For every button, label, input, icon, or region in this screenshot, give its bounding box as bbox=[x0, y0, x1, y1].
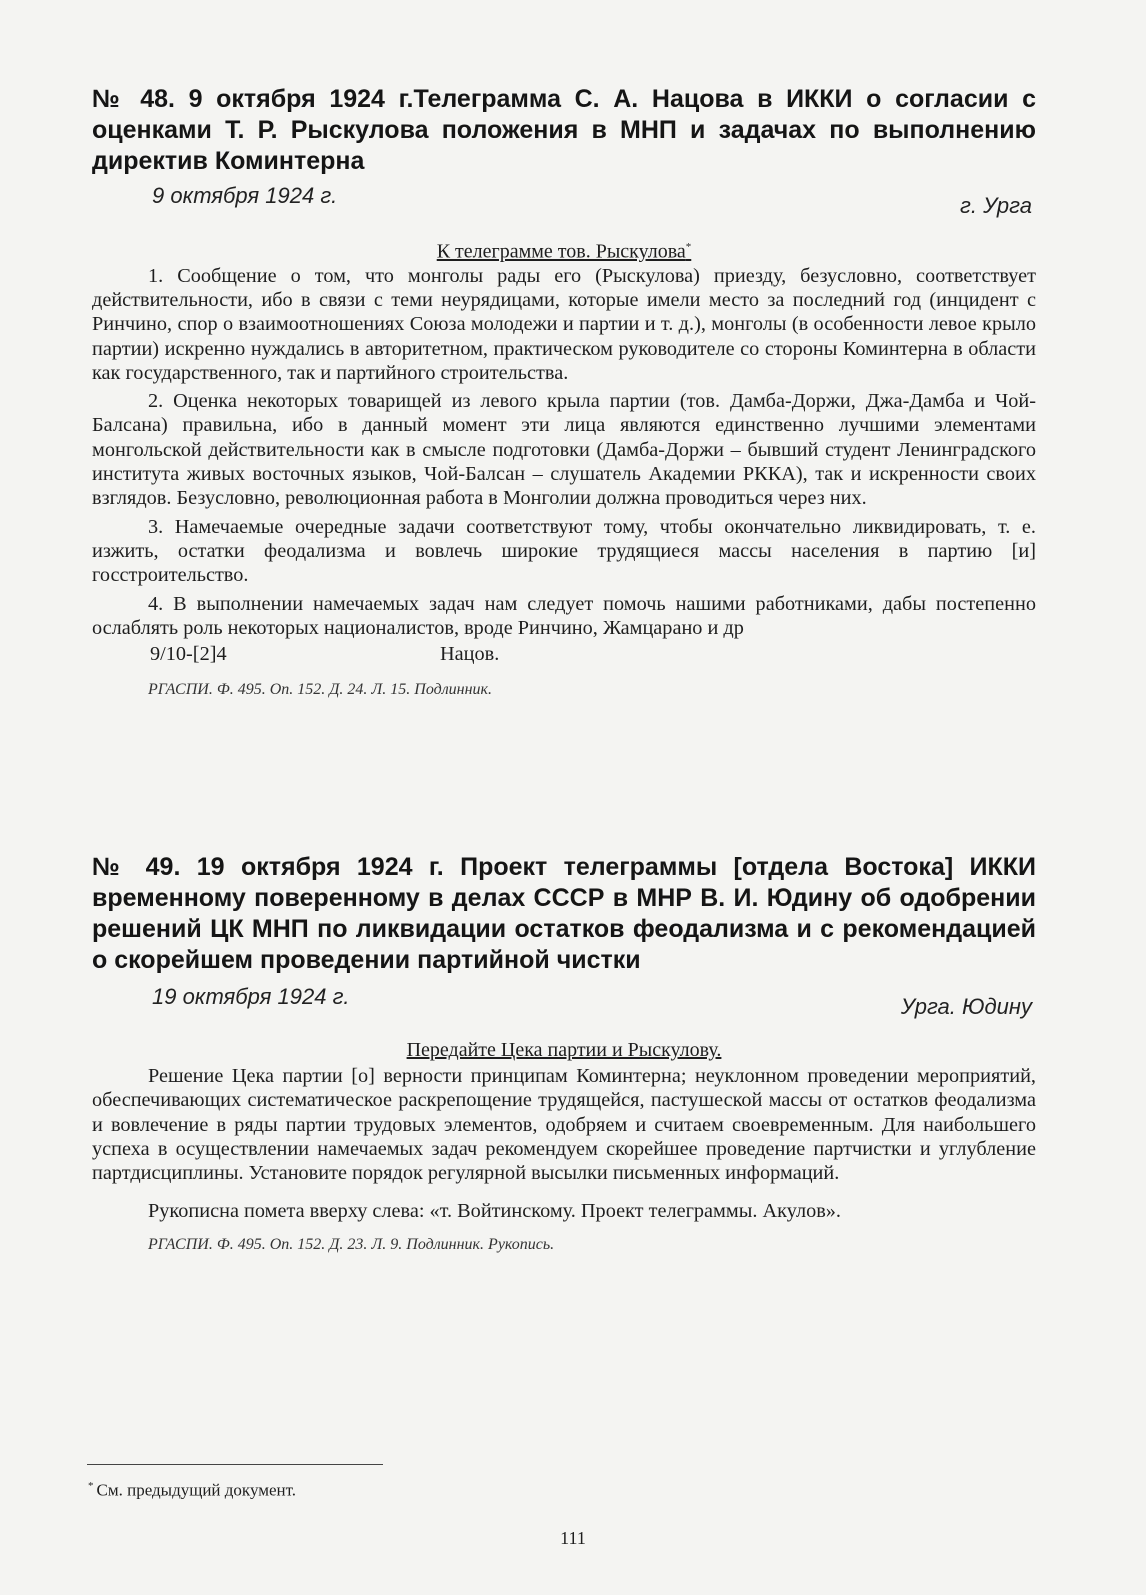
page-number: 111 bbox=[560, 1528, 586, 1548]
footnote-ref-mark: * bbox=[685, 241, 692, 253]
footnote bbox=[88, 1476, 296, 1501]
document-48-paragraph-1: 1. Сообщение о том, что монголы рады его (Рыскулова) приезду, безусловно, соответствует действительности, ибо в связи с теми неурядицами, которые имели место за последний год (инцидент с Ринчино, спор о взаимоотношениях Союза молодежи и партии и т. д.), монголы (в особенности левое крыло партии) искренно нуждались в авторитетном, практическом руководителе со стороны Коминтерна в области как государственного, так и партийного строительства. bbox=[92, 264, 1036, 384]
document-48-paragraph-2: 2. Оценка некоторых товарищей из левого крыла партии (тов. Дамба-Доржи, Джа-Дамба и Чой-Балсана) правильна, ибо в данный момент эти лица являются единственно лучшими элементами монгольской действительности как в смысле подготовки (Дамба-Доржи – бывший студент Ленинградского института живых восточных языков, Чой-Балсан – слушатель Академии РККА), так и искренности своих взглядов. Безусловно, революционная работа в Монголии должна проводиться через них. bbox=[92, 390, 1036, 510]
footnote-divider bbox=[87, 1464, 383, 1465]
footnote-mark: * bbox=[88, 1480, 94, 1492]
document-48 bbox=[92, 84, 1036, 700]
document-48-heading: № 48. 9 октября 1924 г.Телеграмма С. А. Нацова в ИККИ о согласии с оценками Т. Р. Рыскулова положения в МНП и задачах по выполнению директив Коминтерна bbox=[92, 85, 1036, 175]
footnote-text: См. предыдущий документ. bbox=[96, 1480, 297, 1500]
document-48-place: г. Урга bbox=[960, 193, 1032, 218]
document-48-date: 9 октября 1924 г. bbox=[152, 183, 338, 208]
document-48-subheading-text: К телеграмме тов. Рыскулова bbox=[436, 240, 686, 263]
signature-name: Нацов. bbox=[440, 643, 500, 666]
document-48-source: РГАСПИ. Ф. 495. Оп. 152. Д. 24. Л. 15. Подлинник. bbox=[148, 681, 493, 699]
document-49-paragraph-1: Решение Цека партии [о] верности принципам Коминтерна; неуклонном проведении мероприятий, обеспечивающих систематическое раскрепощение трудящейся, пастушеской массы от остатков феодализма и вовлечение в ряды партии трудовых элементов, одобряем и считаем своевременным. Для наибольшего успеха в осуществлении намечаемых задач рекомендуем скорейшее проведение партчистки и углубление партдисциплины. Установите порядок регулярной высылки письменных информаций. bbox=[92, 1065, 1036, 1185]
document-49-heading: № 49. 19 октября 1924 г. Проект телеграммы [отдела Востока] ИККИ временному поверенному в делах СССР в МНР В. И. Юдину об одобрении решений ЦК МНП по ликвидации остатков феодализма и с рекомендацией о скорейшем проведении партийной чистки bbox=[92, 853, 1036, 974]
document-48-paragraph-3: 3. Намечаемые очередные задачи соответствуют тому, чтобы окончательно ликвидировать, т. е. изжить, остатки феодализма и вовлечь широкие трудящиеся массы населения в партию [и] госстроительство. bbox=[92, 515, 1036, 587]
document-48-subheading bbox=[92, 235, 1036, 264]
document-49 bbox=[92, 852, 1036, 1255]
document-49-dateline bbox=[92, 984, 1036, 1030]
signature-date: 9/10-[2]4 bbox=[150, 643, 227, 666]
document-49-place: Урга. Юдину bbox=[900, 994, 1032, 1019]
document-49-source: РГАСПИ. Ф. 495. Оп. 152. Д. 23. Л. 9. Подлинник. Рукопись. bbox=[148, 1236, 555, 1254]
document-49-note: Рукописна помета вверху слева: «т. Войтинскому. Проект телеграммы. Акулов». bbox=[148, 1200, 842, 1223]
document-48-dateline bbox=[92, 183, 1036, 229]
document-48-paragraph-4: 4. В выполнении намечаемых задач нам следует помочь нашими работниками, дабы постепенно ослаблять роль некоторых националистов, вроде Ринчино, Жамцарано и др bbox=[92, 592, 1036, 639]
document-49-date: 19 октября 1924 г. bbox=[152, 984, 350, 1009]
document-48-signature bbox=[92, 640, 1036, 668]
document-49-subheading: Передайте Цека партии и Рыскулову. bbox=[406, 1039, 722, 1061]
